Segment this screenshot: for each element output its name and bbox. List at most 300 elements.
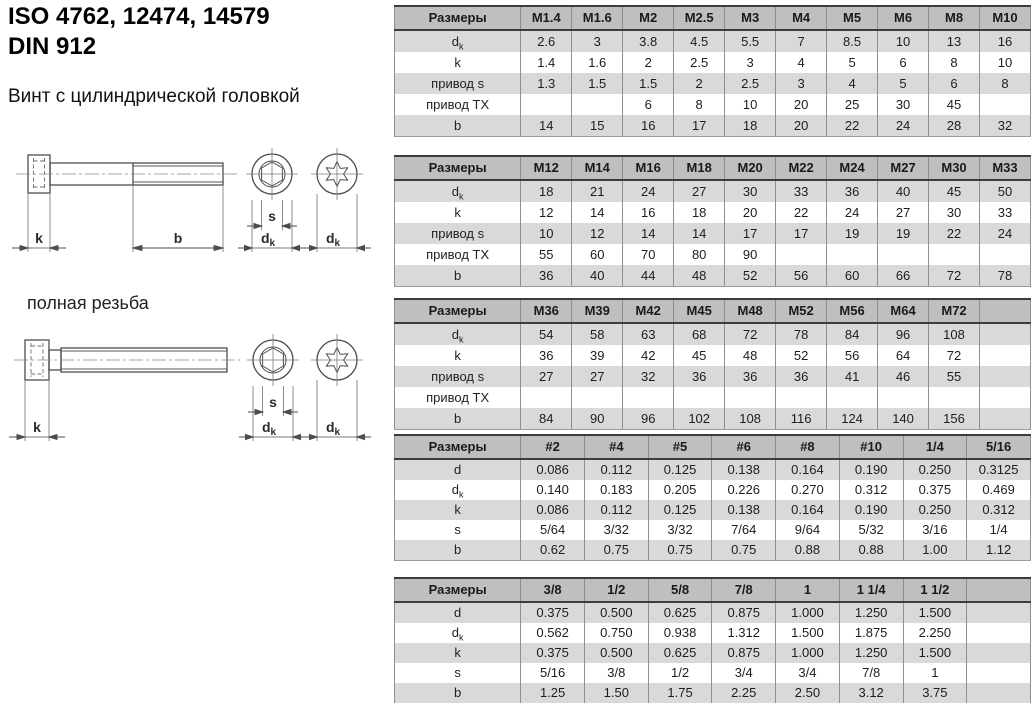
table-cell bbox=[521, 387, 572, 408]
table-cell bbox=[967, 683, 1031, 703]
table-cell: 0.562 bbox=[521, 623, 585, 643]
table-cell: 10 bbox=[980, 52, 1031, 73]
size-column-header: M30 bbox=[929, 156, 980, 180]
table-cell bbox=[674, 387, 725, 408]
table-cell: 56 bbox=[776, 265, 827, 287]
size-column-header: M52 bbox=[776, 299, 827, 323]
table-cell: 0.75 bbox=[584, 540, 648, 561]
table-cell: 0.164 bbox=[776, 500, 840, 520]
row-header: b bbox=[395, 408, 521, 430]
table-cell bbox=[967, 602, 1031, 623]
size-column-header: M42 bbox=[623, 299, 674, 323]
table-cell bbox=[980, 94, 1031, 115]
table-cell: 108 bbox=[725, 408, 776, 430]
table-cell: 12 bbox=[572, 223, 623, 244]
table-cell: 19 bbox=[878, 223, 929, 244]
table-cell bbox=[929, 387, 980, 408]
table-cell bbox=[878, 244, 929, 265]
table-cell: 0.500 bbox=[584, 602, 648, 623]
table-row bbox=[395, 265, 1031, 287]
size-column-header: M3 bbox=[725, 6, 776, 30]
table-row bbox=[395, 52, 1031, 73]
table-row bbox=[395, 244, 1031, 265]
table-cell: 10 bbox=[725, 94, 776, 115]
table-cell: 3.75 bbox=[903, 683, 967, 703]
table-cell: 4 bbox=[776, 52, 827, 73]
table-cell: 8 bbox=[674, 94, 725, 115]
table-cell: 22 bbox=[776, 202, 827, 223]
row-header: привод s bbox=[395, 223, 521, 244]
table-cell: 14 bbox=[623, 223, 674, 244]
row-header: привод TX bbox=[395, 244, 521, 265]
size-column-header: M39 bbox=[572, 299, 623, 323]
product-name: Винт с цилиндрической головкой bbox=[8, 86, 300, 107]
row-header: $d_k$ bbox=[395, 323, 521, 345]
table-cell: 19 bbox=[827, 223, 878, 244]
table-cell: 22 bbox=[929, 223, 980, 244]
table-cell: 1.250 bbox=[839, 602, 903, 623]
row-header: k bbox=[395, 643, 521, 663]
size-column-header: #2 bbox=[521, 435, 585, 459]
table-cell: 18 bbox=[521, 180, 572, 202]
table-cell: 24 bbox=[980, 223, 1031, 244]
table-cell: 1.12 bbox=[967, 540, 1031, 561]
table-cell: 36 bbox=[521, 345, 572, 366]
table-cell: 30 bbox=[929, 202, 980, 223]
size-column-header: #6 bbox=[712, 435, 776, 459]
table-cell: 0.375 bbox=[521, 643, 585, 663]
table-row bbox=[395, 30, 1031, 52]
table-row bbox=[395, 180, 1031, 202]
table-cell: 1.6 bbox=[572, 52, 623, 73]
table-cell: 27 bbox=[674, 180, 725, 202]
table-cell: 108 bbox=[929, 323, 980, 345]
table-row bbox=[395, 520, 1031, 540]
table-cell: 50 bbox=[980, 180, 1031, 202]
table-cell: 36 bbox=[827, 180, 878, 202]
table-cell: 5.5 bbox=[725, 30, 776, 52]
table-cell: 18 bbox=[725, 115, 776, 137]
table-row bbox=[395, 500, 1031, 520]
table-cell: 14 bbox=[572, 202, 623, 223]
size-column-header: M1.4 bbox=[521, 6, 572, 30]
table-cell: 5 bbox=[827, 52, 878, 73]
table-cell: 45 bbox=[929, 94, 980, 115]
table-cell: 33 bbox=[776, 180, 827, 202]
row-header: b bbox=[395, 115, 521, 137]
table-cell: 70 bbox=[623, 244, 674, 265]
table-cell: 80 bbox=[674, 244, 725, 265]
table-cell bbox=[980, 387, 1031, 408]
table-cell: 30 bbox=[725, 180, 776, 202]
row-header: d bbox=[395, 459, 521, 480]
table-cell: 0.125 bbox=[648, 500, 712, 520]
table-cell: 2.5 bbox=[674, 52, 725, 73]
table-cell: 1.5 bbox=[572, 73, 623, 94]
table-cell: 3.12 bbox=[839, 683, 903, 703]
table-cell: 56 bbox=[827, 345, 878, 366]
size-column-header: M2.5 bbox=[674, 6, 725, 30]
row-header: привод TX bbox=[395, 387, 521, 408]
size-column-header: M18 bbox=[674, 156, 725, 180]
table-cell: 1.50 bbox=[584, 683, 648, 703]
table-cell: 40 bbox=[572, 265, 623, 287]
table-cell: 63 bbox=[623, 323, 674, 345]
size-column-header: M5 bbox=[827, 6, 878, 30]
table-row bbox=[395, 202, 1031, 223]
table-cell: 0.140 bbox=[521, 480, 585, 500]
torx-socket-end-view bbox=[311, 148, 363, 200]
table-cell: 1/4 bbox=[967, 520, 1031, 540]
table-row bbox=[395, 73, 1031, 94]
table-cell: 6 bbox=[623, 94, 674, 115]
table-cell: 8 bbox=[980, 73, 1031, 94]
size-column-header: M1.6 bbox=[572, 6, 623, 30]
table-cell: 16 bbox=[980, 30, 1031, 52]
table-cell bbox=[572, 94, 623, 115]
table-cell: 0.88 bbox=[776, 540, 840, 561]
dim-label-dk: $d_k$ bbox=[261, 419, 277, 438]
table-cell bbox=[623, 387, 674, 408]
metric-table-m36-m72 bbox=[394, 298, 1031, 430]
table-corner-header: Размеры bbox=[395, 578, 521, 602]
table-cell: 27 bbox=[878, 202, 929, 223]
table-cell: 14 bbox=[674, 223, 725, 244]
table-cell: 72 bbox=[929, 265, 980, 287]
table-cell: 16 bbox=[623, 202, 674, 223]
table-cell: 17 bbox=[776, 223, 827, 244]
table-cell: 0.164 bbox=[776, 459, 840, 480]
table-cell: 17 bbox=[725, 223, 776, 244]
dim-label-s: s bbox=[269, 394, 277, 410]
table-cell: 41 bbox=[827, 366, 878, 387]
row-header: привод s bbox=[395, 73, 521, 94]
table-cell: 0.138 bbox=[712, 459, 776, 480]
table-cell: 3/32 bbox=[648, 520, 712, 540]
table-cell: 14 bbox=[521, 115, 572, 137]
table-cell: 1.75 bbox=[648, 683, 712, 703]
table-cell: 1.5 bbox=[623, 73, 674, 94]
table-cell bbox=[980, 345, 1031, 366]
table-cell: 116 bbox=[776, 408, 827, 430]
table-cell: 0.190 bbox=[839, 500, 903, 520]
dim-label-dk: $d_k$ bbox=[260, 230, 276, 249]
table-cell: 36 bbox=[725, 366, 776, 387]
table-row bbox=[395, 387, 1031, 408]
table-cell: 48 bbox=[674, 265, 725, 287]
size-column-header bbox=[980, 299, 1031, 323]
table-corner-header: Размеры bbox=[395, 156, 521, 180]
table-cell: 124 bbox=[827, 408, 878, 430]
table-cell bbox=[776, 244, 827, 265]
table-cell: 0.312 bbox=[967, 500, 1031, 520]
table-cell: 60 bbox=[827, 265, 878, 287]
table-cell bbox=[827, 387, 878, 408]
dim-label-s: s bbox=[268, 208, 276, 224]
table-cell: 1.250 bbox=[839, 643, 903, 663]
table-cell: 20 bbox=[725, 202, 776, 223]
table-cell: 0.75 bbox=[648, 540, 712, 561]
table-cell: 2.6 bbox=[521, 30, 572, 52]
table-cell: 0.88 bbox=[839, 540, 903, 561]
table-cell: 1.500 bbox=[903, 643, 967, 663]
table-cell: 21 bbox=[572, 180, 623, 202]
row-header: $d_k$ bbox=[395, 30, 521, 52]
size-column-header: 1/4 bbox=[903, 435, 967, 459]
table-cell: 1.312 bbox=[712, 623, 776, 643]
table-cell: 3 bbox=[776, 73, 827, 94]
dim-label-dk: $d_k$ bbox=[325, 230, 341, 249]
size-column-header: 5/8 bbox=[648, 578, 712, 602]
row-header: $d_k$ bbox=[395, 623, 521, 643]
table-cell bbox=[967, 623, 1031, 643]
hex-socket-end-view bbox=[246, 148, 298, 200]
row-header: $d_k$ bbox=[395, 180, 521, 202]
size-column-header: M4 bbox=[776, 6, 827, 30]
table-row bbox=[395, 94, 1031, 115]
table-cell: 5/32 bbox=[839, 520, 903, 540]
size-column-header: M24 bbox=[827, 156, 878, 180]
table-cell: 32 bbox=[623, 366, 674, 387]
table-cell: 25 bbox=[827, 94, 878, 115]
table-cell: 4.5 bbox=[674, 30, 725, 52]
page-title bbox=[8, 2, 270, 63]
table-cell: 54 bbox=[521, 323, 572, 345]
size-column-header: #10 bbox=[839, 435, 903, 459]
table-cell: 6 bbox=[878, 52, 929, 73]
table-cell: 90 bbox=[725, 244, 776, 265]
table-cell: 10 bbox=[878, 30, 929, 52]
size-column-header: M10 bbox=[980, 6, 1031, 30]
table-cell: 84 bbox=[827, 323, 878, 345]
table-cell: 2.250 bbox=[903, 623, 967, 643]
table-cell: 78 bbox=[980, 265, 1031, 287]
table-row bbox=[395, 663, 1031, 683]
size-column-header: M64 bbox=[878, 299, 929, 323]
row-header: d bbox=[395, 602, 521, 623]
table-cell: 84 bbox=[521, 408, 572, 430]
row-header: k bbox=[395, 202, 521, 223]
table-row bbox=[395, 480, 1031, 500]
table-cell: 2.50 bbox=[776, 683, 840, 703]
size-column-header: #5 bbox=[648, 435, 712, 459]
row-header: k bbox=[395, 345, 521, 366]
row-header: s bbox=[395, 520, 521, 540]
table-cell: 1.875 bbox=[839, 623, 903, 643]
table-row bbox=[395, 345, 1031, 366]
size-column-header: 1 1/2 bbox=[903, 578, 967, 602]
size-column-header: M12 bbox=[521, 156, 572, 180]
table-cell: 72 bbox=[929, 345, 980, 366]
table-cell bbox=[827, 244, 878, 265]
table-cell: 48 bbox=[725, 345, 776, 366]
dim-label-k: k bbox=[33, 419, 41, 435]
table-cell bbox=[572, 387, 623, 408]
table-cell: 36 bbox=[674, 366, 725, 387]
table-cell: 52 bbox=[776, 345, 827, 366]
table-cell: 8 bbox=[929, 52, 980, 73]
size-column-header: M8 bbox=[929, 6, 980, 30]
table-cell: 0.312 bbox=[839, 480, 903, 500]
table-cell: 55 bbox=[929, 366, 980, 387]
table-row bbox=[395, 683, 1031, 703]
size-column-header: 5/16 bbox=[967, 435, 1031, 459]
table-cell bbox=[967, 663, 1031, 683]
table-cell: 0.086 bbox=[521, 459, 585, 480]
row-header: привод TX bbox=[395, 94, 521, 115]
table-cell bbox=[980, 244, 1031, 265]
table-cell: 24 bbox=[878, 115, 929, 137]
table-cell: 5/64 bbox=[521, 520, 585, 540]
table-cell: 7/8 bbox=[839, 663, 903, 683]
dim-label-dk: $d_k$ bbox=[325, 419, 341, 438]
table-row bbox=[395, 602, 1031, 623]
spec-tables-pane bbox=[394, 0, 1031, 703]
table-cell: 72 bbox=[725, 323, 776, 345]
table-cell: 0.375 bbox=[521, 602, 585, 623]
table-cell: 3/4 bbox=[712, 663, 776, 683]
table-cell: 18 bbox=[674, 202, 725, 223]
screw-partial-thread-drawing bbox=[4, 140, 382, 280]
table-cell: 0.205 bbox=[648, 480, 712, 500]
table-cell: 140 bbox=[878, 408, 929, 430]
table-cell: 0.226 bbox=[712, 480, 776, 500]
table-cell: 0.875 bbox=[712, 643, 776, 663]
table-cell: 20 bbox=[776, 115, 827, 137]
table-cell: 32 bbox=[980, 115, 1031, 137]
standards-line-2: DIN 912 bbox=[8, 33, 97, 61]
size-column-header: M27 bbox=[878, 156, 929, 180]
table-row bbox=[395, 623, 1031, 643]
table-cell: 4 bbox=[827, 73, 878, 94]
table-corner-header: Размеры bbox=[395, 435, 521, 459]
table-cell: 68 bbox=[674, 323, 725, 345]
size-column-header: 7/8 bbox=[712, 578, 776, 602]
table-cell: 96 bbox=[878, 323, 929, 345]
table-cell: 24 bbox=[827, 202, 878, 223]
table-cell: 3/32 bbox=[584, 520, 648, 540]
row-header: b bbox=[395, 540, 521, 561]
size-column-header: 1/2 bbox=[584, 578, 648, 602]
row-header: s bbox=[395, 663, 521, 683]
table-cell: 78 bbox=[776, 323, 827, 345]
table-cell: 1.500 bbox=[776, 623, 840, 643]
table-cell: 12 bbox=[521, 202, 572, 223]
full-thread-note: полная резьба bbox=[27, 293, 149, 313]
table-cell: 16 bbox=[623, 115, 674, 137]
table-cell: 1 bbox=[903, 663, 967, 683]
table-cell: 17 bbox=[674, 115, 725, 137]
table-cell bbox=[776, 387, 827, 408]
size-column-header: 3/8 bbox=[521, 578, 585, 602]
size-column-header: #4 bbox=[584, 435, 648, 459]
table-cell: 3/4 bbox=[776, 663, 840, 683]
row-header: привод s bbox=[395, 366, 521, 387]
table-cell: 96 bbox=[623, 408, 674, 430]
table-cell bbox=[878, 387, 929, 408]
standards-line-1: ISO 4762, 12474, 14579 bbox=[8, 3, 270, 30]
table-cell: 40 bbox=[878, 180, 929, 202]
table-cell: 0.112 bbox=[584, 459, 648, 480]
dim-label-k: k bbox=[35, 230, 43, 246]
table-cell: 0.62 bbox=[521, 540, 585, 561]
table-cell: 0.086 bbox=[521, 500, 585, 520]
size-column-header: M6 bbox=[878, 6, 929, 30]
table-cell: 0.190 bbox=[839, 459, 903, 480]
table-corner-header: Размеры bbox=[395, 6, 521, 30]
table-cell: 1.25 bbox=[521, 683, 585, 703]
table-cell: 0.625 bbox=[648, 602, 712, 623]
table-cell: 24 bbox=[623, 180, 674, 202]
table-cell: 0.270 bbox=[776, 480, 840, 500]
table-cell: 156 bbox=[929, 408, 980, 430]
table-cell: 3.8 bbox=[623, 30, 674, 52]
table-cell: 0.250 bbox=[903, 459, 967, 480]
table-cell: 0.500 bbox=[584, 643, 648, 663]
table-cell: 0.469 bbox=[967, 480, 1031, 500]
table-cell: 102 bbox=[674, 408, 725, 430]
row-header: k bbox=[395, 500, 521, 520]
table-cell: 5/16 bbox=[521, 663, 585, 683]
table-cell: 1.000 bbox=[776, 602, 840, 623]
table-cell: 58 bbox=[572, 323, 623, 345]
table-cell: 20 bbox=[776, 94, 827, 115]
table-cell: 52 bbox=[725, 265, 776, 287]
table-cell bbox=[725, 387, 776, 408]
screw-full-thread-drawing bbox=[4, 322, 382, 447]
size-column-header: M14 bbox=[572, 156, 623, 180]
table-cell: 0.750 bbox=[584, 623, 648, 643]
size-column-header: M72 bbox=[929, 299, 980, 323]
size-column-header: 1 1/4 bbox=[839, 578, 903, 602]
table-cell: 30 bbox=[878, 94, 929, 115]
table-cell: 60 bbox=[572, 244, 623, 265]
table-cell bbox=[967, 643, 1031, 663]
table-cell: 44 bbox=[623, 265, 674, 287]
table-cell: 36 bbox=[521, 265, 572, 287]
table-cell: 28 bbox=[929, 115, 980, 137]
table-row bbox=[395, 540, 1031, 561]
size-column-header: M16 bbox=[623, 156, 674, 180]
size-column-header: M33 bbox=[980, 156, 1031, 180]
table-row bbox=[395, 643, 1031, 663]
table-cell: 8.5 bbox=[827, 30, 878, 52]
row-header: $d_k$ bbox=[395, 480, 521, 500]
table-cell: 3 bbox=[725, 52, 776, 73]
table-cell: 6 bbox=[929, 73, 980, 94]
row-header: k bbox=[395, 52, 521, 73]
row-header: b bbox=[395, 265, 521, 287]
table-cell: 0.138 bbox=[712, 500, 776, 520]
table-cell: 2.25 bbox=[712, 683, 776, 703]
table-cell: 55 bbox=[521, 244, 572, 265]
table-cell: 1.00 bbox=[903, 540, 967, 561]
table-cell: 36 bbox=[776, 366, 827, 387]
table-cell: 15 bbox=[572, 115, 623, 137]
size-column-header: M22 bbox=[776, 156, 827, 180]
table-cell: 46 bbox=[878, 366, 929, 387]
table-row bbox=[395, 323, 1031, 345]
table-cell: 13 bbox=[929, 30, 980, 52]
table-cell: 2 bbox=[674, 73, 725, 94]
table-cell: 0.3125 bbox=[967, 459, 1031, 480]
table-cell bbox=[980, 323, 1031, 345]
table-cell: 33 bbox=[980, 202, 1031, 223]
size-column-header: M2 bbox=[623, 6, 674, 30]
table-cell: 3 bbox=[572, 30, 623, 52]
table-row bbox=[395, 115, 1031, 137]
metric-table-m12-m33 bbox=[394, 155, 1031, 287]
